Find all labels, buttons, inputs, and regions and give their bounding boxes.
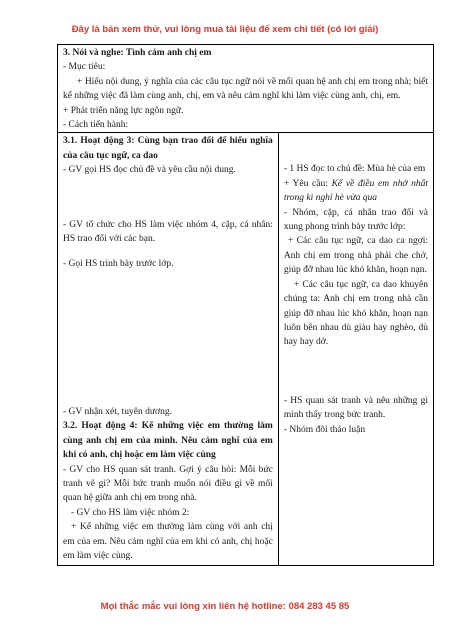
student-step: - 1 HS đọc to chủ đề: Mùa hè của em (283, 164, 426, 175)
teacher-step: - GV nhận xét, tuyên dương. (63, 406, 172, 417)
activity-3-2-title: 3.2. Hoạt động 4: Kể những việc em thường làm cùng anh chị em của mình. Nêu cảm nghĩ của em khi có anh, chị hoặc em làm việc cùng (63, 421, 273, 461)
requirement-label: + Yêu cầu: (283, 178, 332, 189)
teacher-step: - GV tổ chức cho HS làm việc nhóm 4, cặp, cá nhân: HS trao đổi với các bạn. (63, 219, 273, 245)
teacher-step: - Gọi HS trình bày trước lớp. (63, 259, 174, 270)
teacher-step: - GV cho HS quan sát tranh. Gợi ý câu hỏi: Mỗi bức tranh vẽ gì? Mỗi bức tranh muốn nói điều gì về mối quan hệ giữa anh chị em trong nhà. (63, 464, 273, 504)
requirement-text: Kể về điều em nhớ nhất trong kì nghỉ hè vừa qua (283, 178, 428, 204)
student-step: + Các câu tục ngữ, ca dao khuyên chúng ta: Anh chị em trong nhà cần giúp đỡ nhau lúc khó khăn, hoạn nạn luôn bên nhau dù giàu hay nghèo, dù hay hay dở. (283, 279, 428, 348)
student-step (284, 177, 428, 206)
activity-row (58, 132, 433, 565)
objective-skill: + Phát triển năng lực ngôn ngữ. (63, 105, 184, 116)
hotline-banner: Mọi thắc mắc vui lòng xin liên hệ hotline: 084 283 45 85 (100, 601, 350, 612)
section-heading: 3. Nói và nghe: Tình cảm anh chị em (63, 48, 212, 58)
student-column (279, 133, 433, 565)
activity-3-1-title: 3.1. Hoạt động 3: Cùng bạn trao đổi để hiểu nghĩa của câu tục ngữ, ca dao (63, 136, 273, 161)
student-step: - Nhóm đôi thảo luận (283, 424, 366, 435)
teacher-step: - GV gọi HS đọc chủ đề và yêu cầu nội dung. (63, 165, 236, 176)
student-step: - Nhóm, cặp, cá nhân trao đổi và xung phong trình bày trước lớp: (283, 207, 428, 233)
preview-notice-banner: Đây là bản xem thử, vui lòng mua tài liệu để xem chi tiết (có lời giải) (71, 24, 379, 35)
student-step: + Các câu tục ngữ, ca dao ca ngợi: Anh chị em trong nhà phải che chở, giúp đỡ nhau lúc khó khăn, hoạn nạn. (283, 236, 428, 276)
section-3-intro (58, 45, 433, 132)
teacher-step: - GV cho HS làm việc nhóm 2: (71, 507, 190, 518)
student-step: - HS quan sát tranh và nêu những gì mình thấy trong bức tranh. (283, 395, 428, 421)
lesson-plan-table (57, 44, 434, 566)
teacher-step: + Kể những việc em thường làm cùng với anh chị em của em. Nêu cảm nghĩ của em khi có anh, chị hoặc em làm việc cùng. (63, 522, 273, 561)
objective-content: + Hiểu nội dung, ý nghĩa của các câu tục ngữ nói về mối quan hệ anh chị em trong nhà; biết kể những việc đã làm cùng anh, chị, em và nêu cảm nghĩ khi làm việc cùng anh, chị, em. (63, 76, 428, 102)
objective-label: - Mục tiêu: (63, 62, 106, 73)
method-label: - Cách tiến hành: (63, 120, 129, 131)
teacher-column (58, 133, 279, 565)
